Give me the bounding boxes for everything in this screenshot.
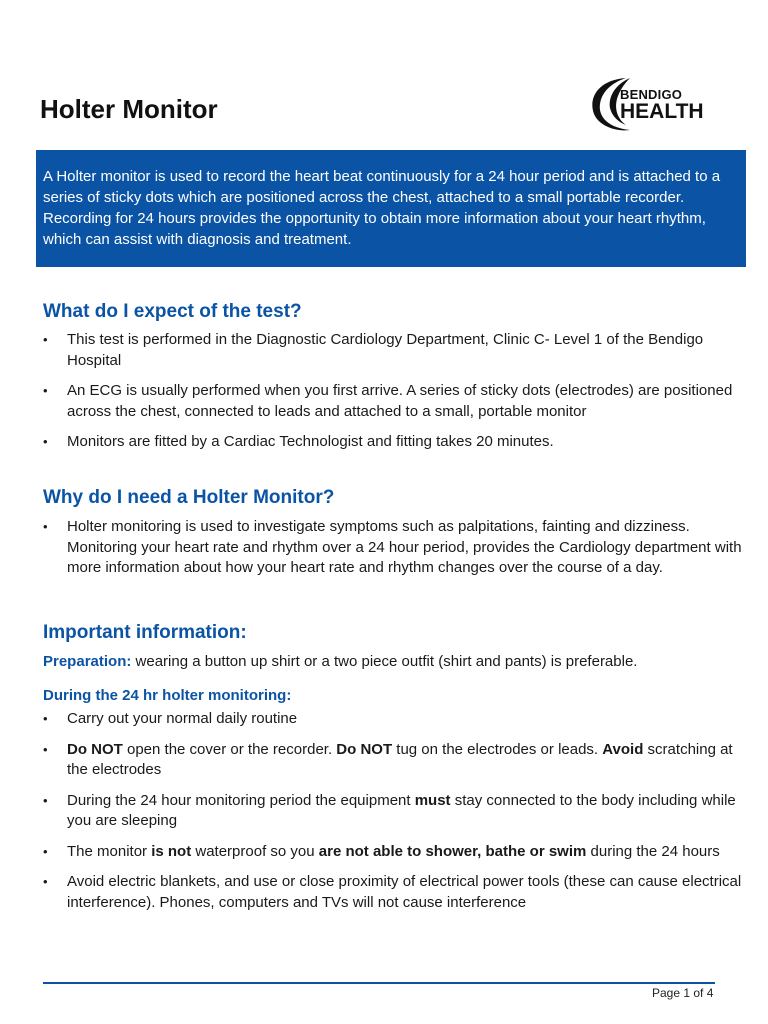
list-item: • Carry out your normal daily routine xyxy=(43,709,743,730)
bold-text: Do NOT xyxy=(336,740,393,758)
page-number: Page 1 of 4 xyxy=(652,986,714,1000)
preparation-label: Preparation: xyxy=(43,653,132,670)
bold-text: is not xyxy=(151,842,192,860)
list-item: • An ECG is usually performed when you first arrive. A series of sticky dots (electrodes) are positioned across the chest, connected to leads and attached to a small, portable monitor xyxy=(43,381,743,422)
list-text: stay connected to the body including while you are sleeping xyxy=(67,791,736,829)
footer-divider xyxy=(43,982,715,984)
list-text: during the 24 hours xyxy=(586,842,720,860)
expect-list xyxy=(43,330,743,463)
during-list xyxy=(43,709,743,923)
list-text: tug on the electrodes or leads. xyxy=(392,740,603,758)
section-heading-expect: What do I expect of the test? xyxy=(43,301,302,322)
list-text: The monitor xyxy=(67,842,152,860)
list-text: During the 24 hour monitoring period the equipment xyxy=(67,791,415,809)
list-item: • Monitors are fitted by a Cardiac Technologist and fitting takes 20 minutes. xyxy=(43,432,743,453)
list-item: • This test is performed in the Diagnostic Cardiology Department, Clinic C- Level 1 of the Bendigo Hospital xyxy=(43,330,743,371)
section-heading-important: Important information: xyxy=(43,622,247,643)
intro-box: A Holter monitor is used to record the heart beat continuously for a 24 hour period and is attached to a series of sticky dots which are positioned across the chest, attached to a small portable recorder. Recording for 24 hours provides the opportunity to obtain more information about your heart rhythm, which can assist with diagnosis and treatment. xyxy=(36,150,746,267)
list-item xyxy=(43,740,743,781)
list-item xyxy=(43,842,743,863)
bold-text: must xyxy=(414,791,451,809)
list-item: • Holter monitoring is used to investigate symptoms such as palpitations, fainting and dizziness. Monitoring your heart rate and rhythm over a 24 hour period, provides the Cardiology department with more information about how your heart rate and rhythm changes over the course of a day. xyxy=(43,517,743,579)
preparation-paragraph xyxy=(43,652,743,672)
page-title: Holter Monitor xyxy=(40,94,218,124)
bold-text: Avoid xyxy=(602,740,644,758)
list-text: scratching at the electrodes xyxy=(67,740,733,778)
bold-text: Do NOT xyxy=(67,740,123,758)
why-list xyxy=(43,517,743,589)
svg-text:BENDIGO: BENDIGO xyxy=(620,87,683,102)
section-heading-why: Why do I need a Holter Monitor? xyxy=(43,487,335,508)
list-item xyxy=(43,791,743,832)
list-item: • Avoid electric blankets, and use or close proximity of electrical power tools (these can cause electrical interference). Phones, computers and TVs will not cause interference xyxy=(43,872,743,913)
list-text: waterproof so you xyxy=(191,842,319,860)
svg-text:HEALTH: HEALTH xyxy=(620,100,704,123)
preparation-text: wearing a button up shirt or a two piece outfit (shirt and pants) is preferable. xyxy=(131,653,638,670)
list-text: open the cover or the recorder. xyxy=(122,740,337,758)
bold-text: are not able to shower, bathe or swim xyxy=(318,842,587,860)
during-heading: During the 24 hr holter monitoring: xyxy=(43,687,292,704)
bendigo-health-logo xyxy=(586,70,722,136)
